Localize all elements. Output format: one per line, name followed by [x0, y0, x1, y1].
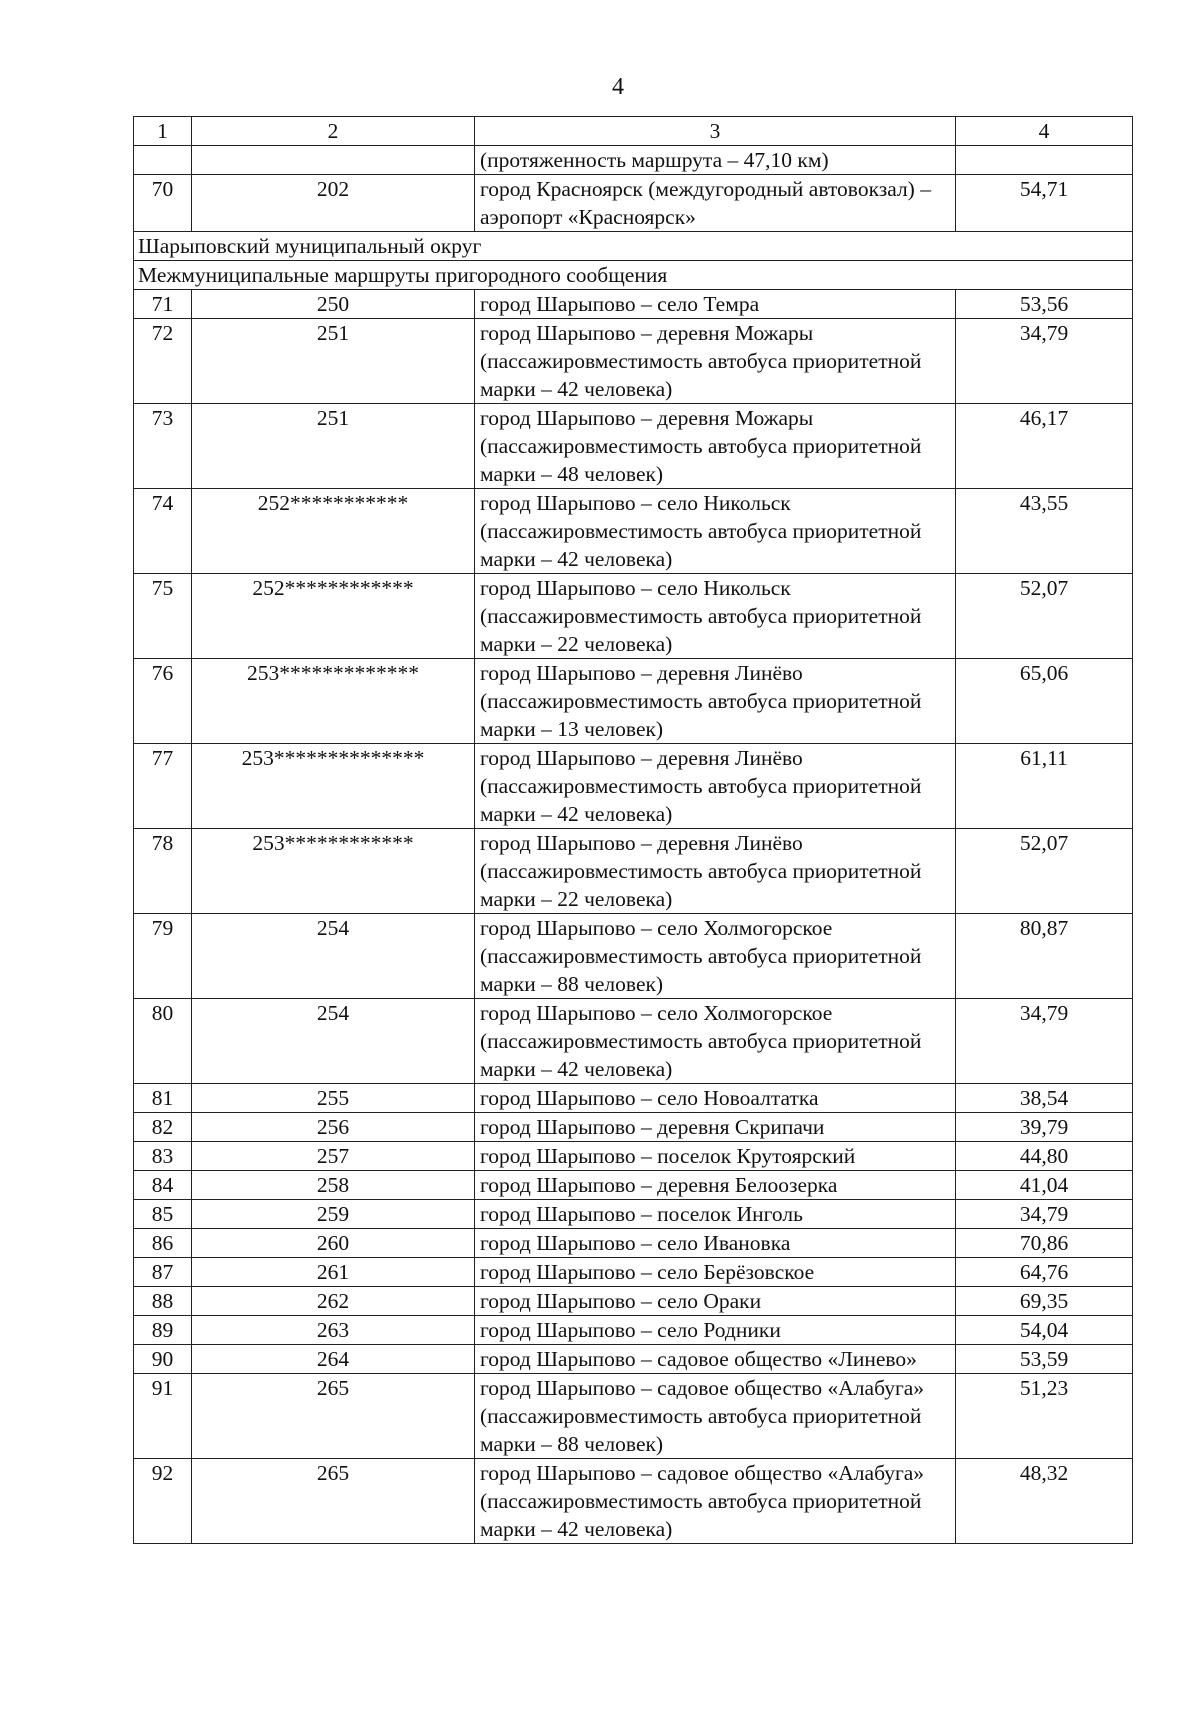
tariff-value: 64,76 [956, 1258, 1133, 1287]
tariff-value: 48,32 [956, 1459, 1133, 1544]
route-number: 251 [192, 319, 475, 404]
route-description: город Шарыпово – садовое общество «Алабуга» (пассажировместимость автобуса приоритетной марки – 42 человека) [475, 1459, 956, 1544]
route-number: 261 [192, 1258, 475, 1287]
table-row [134, 489, 1133, 574]
table-row [134, 1084, 1133, 1113]
route-description: город Шарыпово – село Темра [475, 290, 956, 319]
table-row [134, 1459, 1133, 1544]
route-number: 263 [192, 1316, 475, 1345]
section-title: Межмуниципальные маршруты пригородного сообщения [134, 261, 1133, 290]
tariff-value: 44,80 [956, 1142, 1133, 1171]
route-description: город Красноярск (междугородный автовокзал) – аэропорт «Красноярск» [475, 175, 956, 232]
route-description: город Шарыпово – деревня Линёво (пассажировместимость автобуса приоритетной марки – 22 человека) [475, 829, 956, 914]
route-number [192, 146, 475, 175]
header-col-2: 2 [192, 117, 475, 146]
table-row [134, 1200, 1133, 1229]
route-number: 258 [192, 1171, 475, 1200]
route-description: город Шарыпово – село Холмогорское (пассажировместимость автобуса приоритетной марки – 88 человек) [475, 914, 956, 999]
route-description: город Шарыпово – поселок Крутоярский [475, 1142, 956, 1171]
tariff-value: 43,55 [956, 489, 1133, 574]
table-header-row [134, 117, 1133, 146]
table-row [134, 1229, 1133, 1258]
route-number: 253************ [192, 829, 475, 914]
table-row [134, 1316, 1133, 1345]
route-description: город Шарыпово – село Холмогорское (пассажировместимость автобуса приоритетной марки – 42 человека) [475, 999, 956, 1084]
route-number: 259 [192, 1200, 475, 1229]
table-row [134, 1142, 1133, 1171]
table-row [134, 659, 1133, 744]
tariff-value: 54,04 [956, 1316, 1133, 1345]
route-number: 260 [192, 1229, 475, 1258]
route-description: город Шарыпово – село Берёзовское [475, 1258, 956, 1287]
tariff-value: 34,79 [956, 319, 1133, 404]
route-number: 254 [192, 914, 475, 999]
continuation-row [134, 146, 1133, 175]
route-number: 253************** [192, 744, 475, 829]
row-number: 71 [134, 290, 192, 319]
tariff-value: 39,79 [956, 1113, 1133, 1142]
tariff-value: 41,04 [956, 1171, 1133, 1200]
tariff-value [956, 146, 1133, 175]
row-number: 75 [134, 574, 192, 659]
route-description: город Шарыпово – деревня Линёво (пассажировместимость автобуса приоритетной марки – 13 человек) [475, 659, 956, 744]
row-number: 76 [134, 659, 192, 744]
row-number: 85 [134, 1200, 192, 1229]
route-description: город Шарыпово – садовое общество «Алабуга» (пассажировместимость автобуса приоритетной марки – 88 человек) [475, 1374, 956, 1459]
tariff-value: 34,79 [956, 999, 1133, 1084]
row-number: 82 [134, 1113, 192, 1142]
tariff-value: 46,17 [956, 404, 1133, 489]
route-description: город Шарыпово – деревня Можары (пассажировместимость автобуса приоритетной марки – 48 человек) [475, 404, 956, 489]
route-description: город Шарыпово – село Родники [475, 1316, 956, 1345]
table-row [134, 914, 1133, 999]
tariff-value: 51,23 [956, 1374, 1133, 1459]
tariff-value: 52,07 [956, 574, 1133, 659]
header-col-3: 3 [475, 117, 956, 146]
table-row [134, 175, 1133, 232]
table-row [134, 1287, 1133, 1316]
tariff-value: 52,07 [956, 829, 1133, 914]
page-number: 4 [612, 74, 624, 100]
tariff-value: 70,86 [956, 1229, 1133, 1258]
route-number: 202 [192, 175, 475, 232]
route-number: 256 [192, 1113, 475, 1142]
route-number: 253************* [192, 659, 475, 744]
row-number: 86 [134, 1229, 192, 1258]
route-description: город Шарыпово – село Ивановка [475, 1229, 956, 1258]
tariff-value: 53,59 [956, 1345, 1133, 1374]
tariff-value: 34,79 [956, 1200, 1133, 1229]
table-row [134, 829, 1133, 914]
row-number: 90 [134, 1345, 192, 1374]
route-number: 252*********** [192, 489, 475, 574]
routes-table [133, 116, 1133, 1544]
tariff-value: 69,35 [956, 1287, 1133, 1316]
section-row [134, 261, 1133, 290]
section-title: Шарыповский муниципальный округ [134, 232, 1133, 261]
row-number: 87 [134, 1258, 192, 1287]
row-number: 74 [134, 489, 192, 574]
route-number: 252************ [192, 574, 475, 659]
row-number: 91 [134, 1374, 192, 1459]
row-number: 81 [134, 1084, 192, 1113]
route-description: город Шарыпово – село Новоалтатка [475, 1084, 956, 1113]
route-description: город Шарыпово – деревня Белоозерка [475, 1171, 956, 1200]
route-description: город Шарыпово – садовое общество «Линево» [475, 1345, 956, 1374]
tariff-value: 65,06 [956, 659, 1133, 744]
row-number: 88 [134, 1287, 192, 1316]
table-row [134, 1171, 1133, 1200]
route-number: 265 [192, 1374, 475, 1459]
routes-table-body [134, 117, 1133, 1544]
row-number [134, 146, 192, 175]
tariff-value: 38,54 [956, 1084, 1133, 1113]
route-number: 257 [192, 1142, 475, 1171]
route-number: 250 [192, 290, 475, 319]
tariff-value: 53,56 [956, 290, 1133, 319]
route-number: 255 [192, 1084, 475, 1113]
route-description: город Шарыпово – деревня Можары (пассажировместимость автобуса приоритетной марки – 42 человека) [475, 319, 956, 404]
route-description: город Шарыпово – село Никольск (пассажировместимость автобуса приоритетной марки – 22 человека) [475, 574, 956, 659]
table-row [134, 999, 1133, 1084]
table-row [134, 1113, 1133, 1142]
row-number: 70 [134, 175, 192, 232]
row-number: 92 [134, 1459, 192, 1544]
row-number: 78 [134, 829, 192, 914]
row-number: 84 [134, 1171, 192, 1200]
row-number: 80 [134, 999, 192, 1084]
route-number: 264 [192, 1345, 475, 1374]
row-number: 72 [134, 319, 192, 404]
route-number: 265 [192, 1459, 475, 1544]
row-number: 83 [134, 1142, 192, 1171]
table-row [134, 574, 1133, 659]
route-description: город Шарыпово – село Никольск (пассажировместимость автобуса приоритетной марки – 42 человека) [475, 489, 956, 574]
table-row [134, 404, 1133, 489]
table-row [134, 1258, 1133, 1287]
header-col-1: 1 [134, 117, 192, 146]
table-row [134, 290, 1133, 319]
header-col-4: 4 [956, 117, 1133, 146]
row-number: 89 [134, 1316, 192, 1345]
tariff-value: 80,87 [956, 914, 1133, 999]
table-row [134, 319, 1133, 404]
tariff-value: 61,11 [956, 744, 1133, 829]
route-description: (протяженность маршрута – 47,10 км) [475, 146, 956, 175]
table-row [134, 1374, 1133, 1459]
route-description: город Шарыпово – село Ораки [475, 1287, 956, 1316]
row-number: 79 [134, 914, 192, 999]
route-number: 254 [192, 999, 475, 1084]
route-description: город Шарыпово – деревня Линёво (пассажировместимость автобуса приоритетной марки – 42 человека) [475, 744, 956, 829]
row-number: 73 [134, 404, 192, 489]
route-number: 262 [192, 1287, 475, 1316]
tariff-value: 54,71 [956, 175, 1133, 232]
route-description: город Шарыпово – поселок Инголь [475, 1200, 956, 1229]
route-description: город Шарыпово – деревня Скрипачи [475, 1113, 956, 1142]
row-number: 77 [134, 744, 192, 829]
section-row [134, 232, 1133, 261]
table-row [134, 1345, 1133, 1374]
route-number: 251 [192, 404, 475, 489]
table-row [134, 744, 1133, 829]
